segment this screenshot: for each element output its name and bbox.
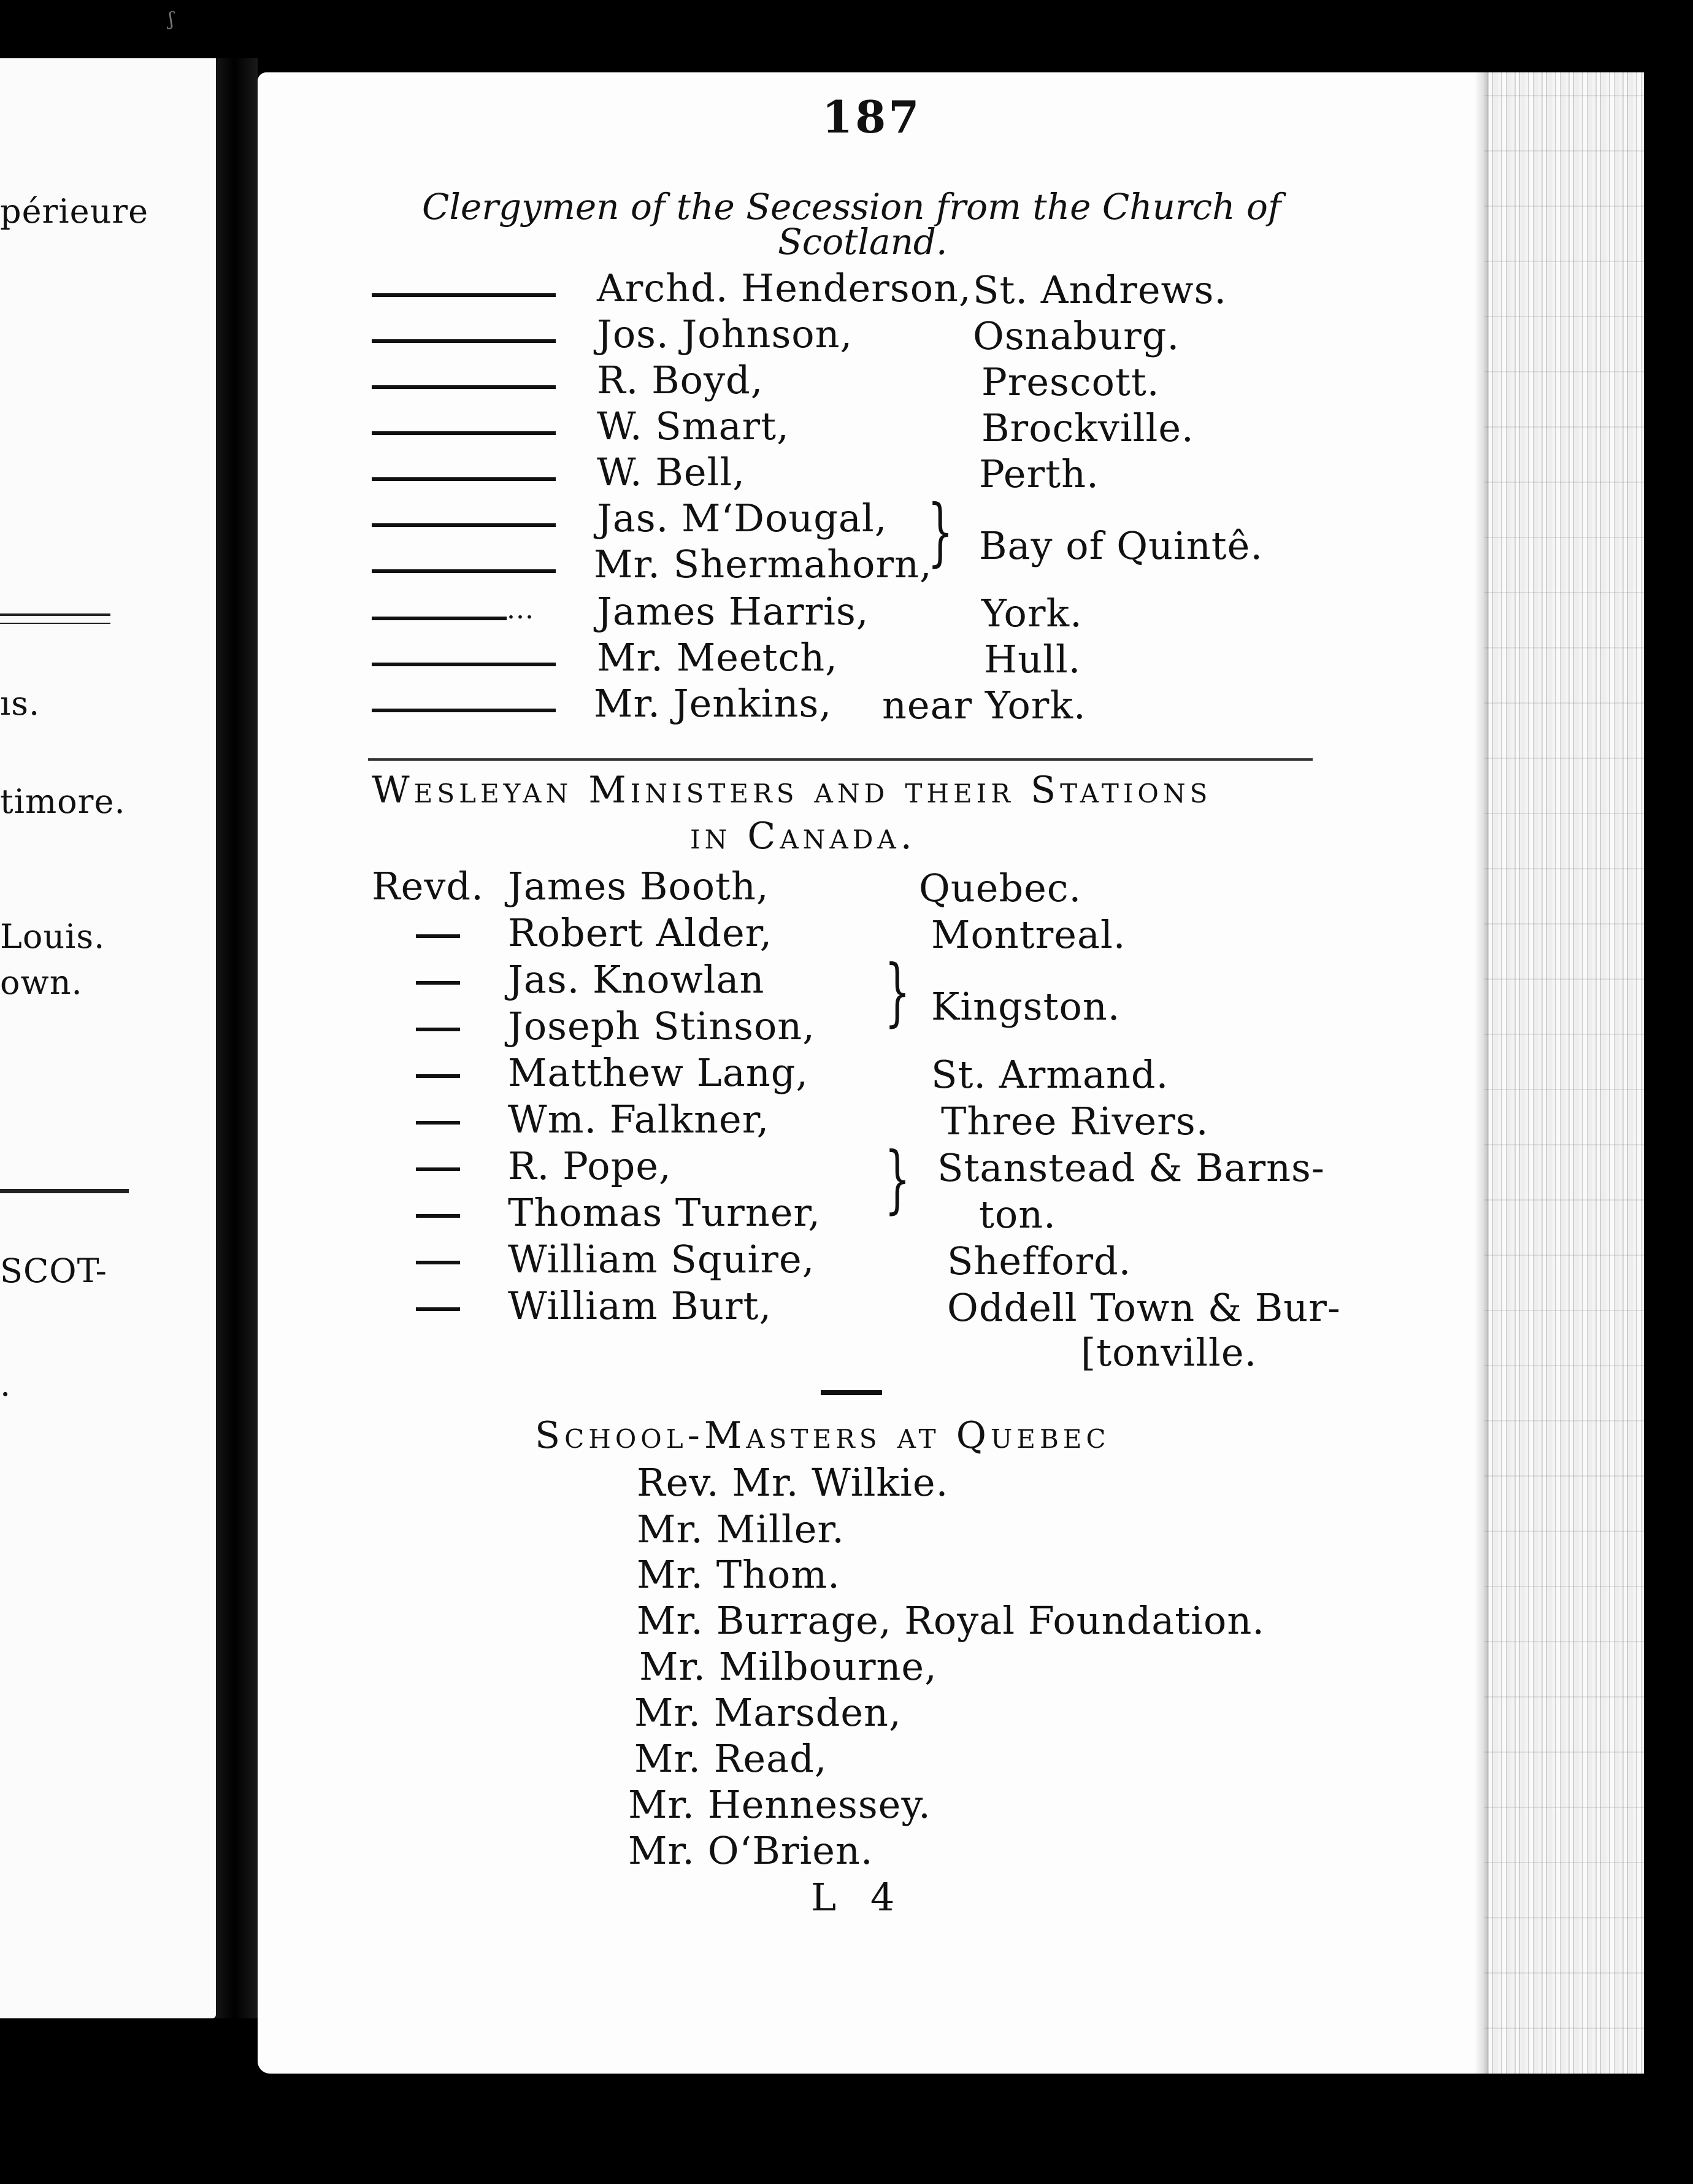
- section-heading-wesleyan-cont: in Canada.: [690, 815, 916, 858]
- ditto-dash: [416, 1167, 460, 1171]
- left-fragment: SCOT-: [0, 1252, 107, 1290]
- left-fragment: .: [0, 1365, 12, 1404]
- section-heading-schoolmasters: School-Masters at Quebec: [535, 1414, 1110, 1457]
- minister-station: Quebec.: [919, 866, 1082, 910]
- clergyman-name: Jas. M‘Dougal,: [597, 496, 888, 540]
- ditto-rule: [372, 477, 556, 481]
- clergyman-place: Brockville.: [981, 406, 1194, 450]
- schoolmaster-name: Mr. Milbourne,: [639, 1644, 937, 1689]
- clergyman-name: W. Smart,: [597, 404, 789, 448]
- grouping-brace: }: [885, 1137, 910, 1222]
- minister-name: R. Pope,: [508, 1144, 672, 1188]
- clergyman-name: Archd. Henderson,: [597, 266, 972, 310]
- clergyman-place: Prescott.: [981, 360, 1160, 404]
- ditto-dash: [416, 1074, 460, 1078]
- clergyman-name: Mr. Jenkins,: [594, 681, 832, 726]
- page-edges: [1484, 72, 1644, 2074]
- schoolmaster-name: Mr. Miller.: [637, 1507, 845, 1551]
- clergyman-name: Mr. Meetch,: [597, 635, 838, 680]
- minister-name: Joseph Stinson,: [508, 1004, 815, 1048]
- left-rule: [0, 1189, 129, 1193]
- ditto-rule: [372, 617, 507, 620]
- left-fragment: timore.: [0, 782, 126, 821]
- clergyman-place: York.: [981, 591, 1083, 636]
- ditto-dots: ...: [507, 594, 534, 625]
- section-heading-wesleyan: Wesleyan Ministers and their Stations: [372, 769, 1212, 812]
- minister-name: William Burt,: [508, 1283, 772, 1328]
- ditto-rule: [372, 523, 556, 527]
- clergyman-place: St. Andrews.: [973, 267, 1227, 312]
- minister-station: Stanstead & Barns-: [937, 1145, 1325, 1190]
- left-fragment: own.: [0, 963, 83, 1002]
- ditto-rule: [372, 431, 556, 435]
- ditto-rule: [372, 569, 556, 573]
- ditto-rule: [372, 709, 556, 712]
- schoolmaster-name: Mr. Thom.: [637, 1552, 840, 1597]
- minister-name: Jas. Knowlan: [508, 957, 765, 1002]
- minister-station: Kingston.: [931, 984, 1121, 1029]
- clergyman-name: Jos. Johnson,: [597, 312, 853, 356]
- minister-name: Thomas Turner,: [508, 1190, 821, 1235]
- left-fragment: périeure: [0, 192, 149, 231]
- schoolmaster-name: Mr. Burrage, Royal Foundation.: [637, 1598, 1265, 1643]
- book-gutter: [216, 58, 258, 2018]
- clergyman-name: R. Boyd,: [597, 358, 764, 402]
- clergyman-place: Bay of Quintê.: [979, 523, 1264, 568]
- minister-name: Matthew Lang,: [508, 1050, 809, 1095]
- clergyman-name: W. Bell,: [597, 450, 745, 494]
- ditto-rule: [372, 339, 556, 343]
- minister-station: St. Armand.: [931, 1052, 1169, 1097]
- minister-station: Three Rivers.: [941, 1099, 1209, 1144]
- revd-prefix: Revd.: [372, 864, 484, 909]
- ditto-dash: [416, 1214, 460, 1218]
- ditto-rule: [372, 663, 556, 666]
- schoolmaster-name: Rev. Mr. Wilkie.: [637, 1460, 949, 1505]
- page-number: 187: [822, 91, 922, 143]
- clergyman-place: near York.: [882, 683, 1086, 728]
- right-page: [258, 72, 1484, 2074]
- left-rule: [0, 613, 110, 616]
- ditto-dash: [416, 934, 460, 938]
- left-rule: [0, 623, 110, 624]
- ditto-dash: [416, 1121, 460, 1125]
- clergyman-name: Mr. Shermahorn,: [594, 542, 932, 586]
- schoolmaster-name: Mr. O‘Brien.: [628, 1828, 873, 1873]
- minister-station: Shefford.: [947, 1239, 1132, 1283]
- minister-station: Montreal.: [931, 912, 1126, 957]
- ditto-rule: [372, 385, 556, 389]
- minister-station: ton.: [979, 1192, 1056, 1237]
- section-divider: [368, 758, 1313, 761]
- short-divider: [821, 1390, 882, 1395]
- clergyman-name: James Harris,: [597, 589, 869, 634]
- minister-name: Robert Alder,: [508, 910, 773, 955]
- grouping-brace: }: [927, 490, 953, 575]
- schoolmaster-name: Mr. Hennessey.: [628, 1782, 931, 1827]
- ditto-dash: [416, 1261, 460, 1264]
- signature-mark: L 4: [811, 1875, 906, 1920]
- minister-name: Wm. Falkner,: [508, 1097, 770, 1142]
- ditto-dash: [416, 981, 460, 985]
- clergyman-place: Osnaburg.: [973, 313, 1180, 358]
- scan-edge-mark: ʃ: [169, 9, 174, 30]
- minister-name: William Squire,: [508, 1237, 815, 1282]
- station-overflow: [tonville.: [1081, 1330, 1257, 1375]
- schoolmaster-name: Mr. Read,: [634, 1736, 827, 1781]
- section-heading-secession-cont: Scotland.: [778, 221, 948, 263]
- clergyman-place: Perth.: [979, 452, 1099, 496]
- left-page: [0, 58, 216, 2018]
- ditto-dash: [416, 1307, 460, 1311]
- ditto-dash: [416, 1028, 460, 1031]
- minister-name: James Booth,: [508, 864, 769, 909]
- clergyman-place: Hull.: [984, 637, 1081, 682]
- ditto-rule: [372, 293, 556, 297]
- section-heading-secession: Clergymen of the Secession from the Church of: [422, 186, 1281, 228]
- schoolmaster-name: Mr. Marsden,: [634, 1690, 902, 1735]
- page-edge-shadow: [1475, 72, 1488, 2074]
- left-fragment: Louis.: [0, 917, 106, 956]
- grouping-brace: }: [885, 950, 910, 1035]
- left-fragment: ıs.: [0, 684, 40, 723]
- minister-station: Oddell Town & Bur-: [947, 1285, 1341, 1330]
